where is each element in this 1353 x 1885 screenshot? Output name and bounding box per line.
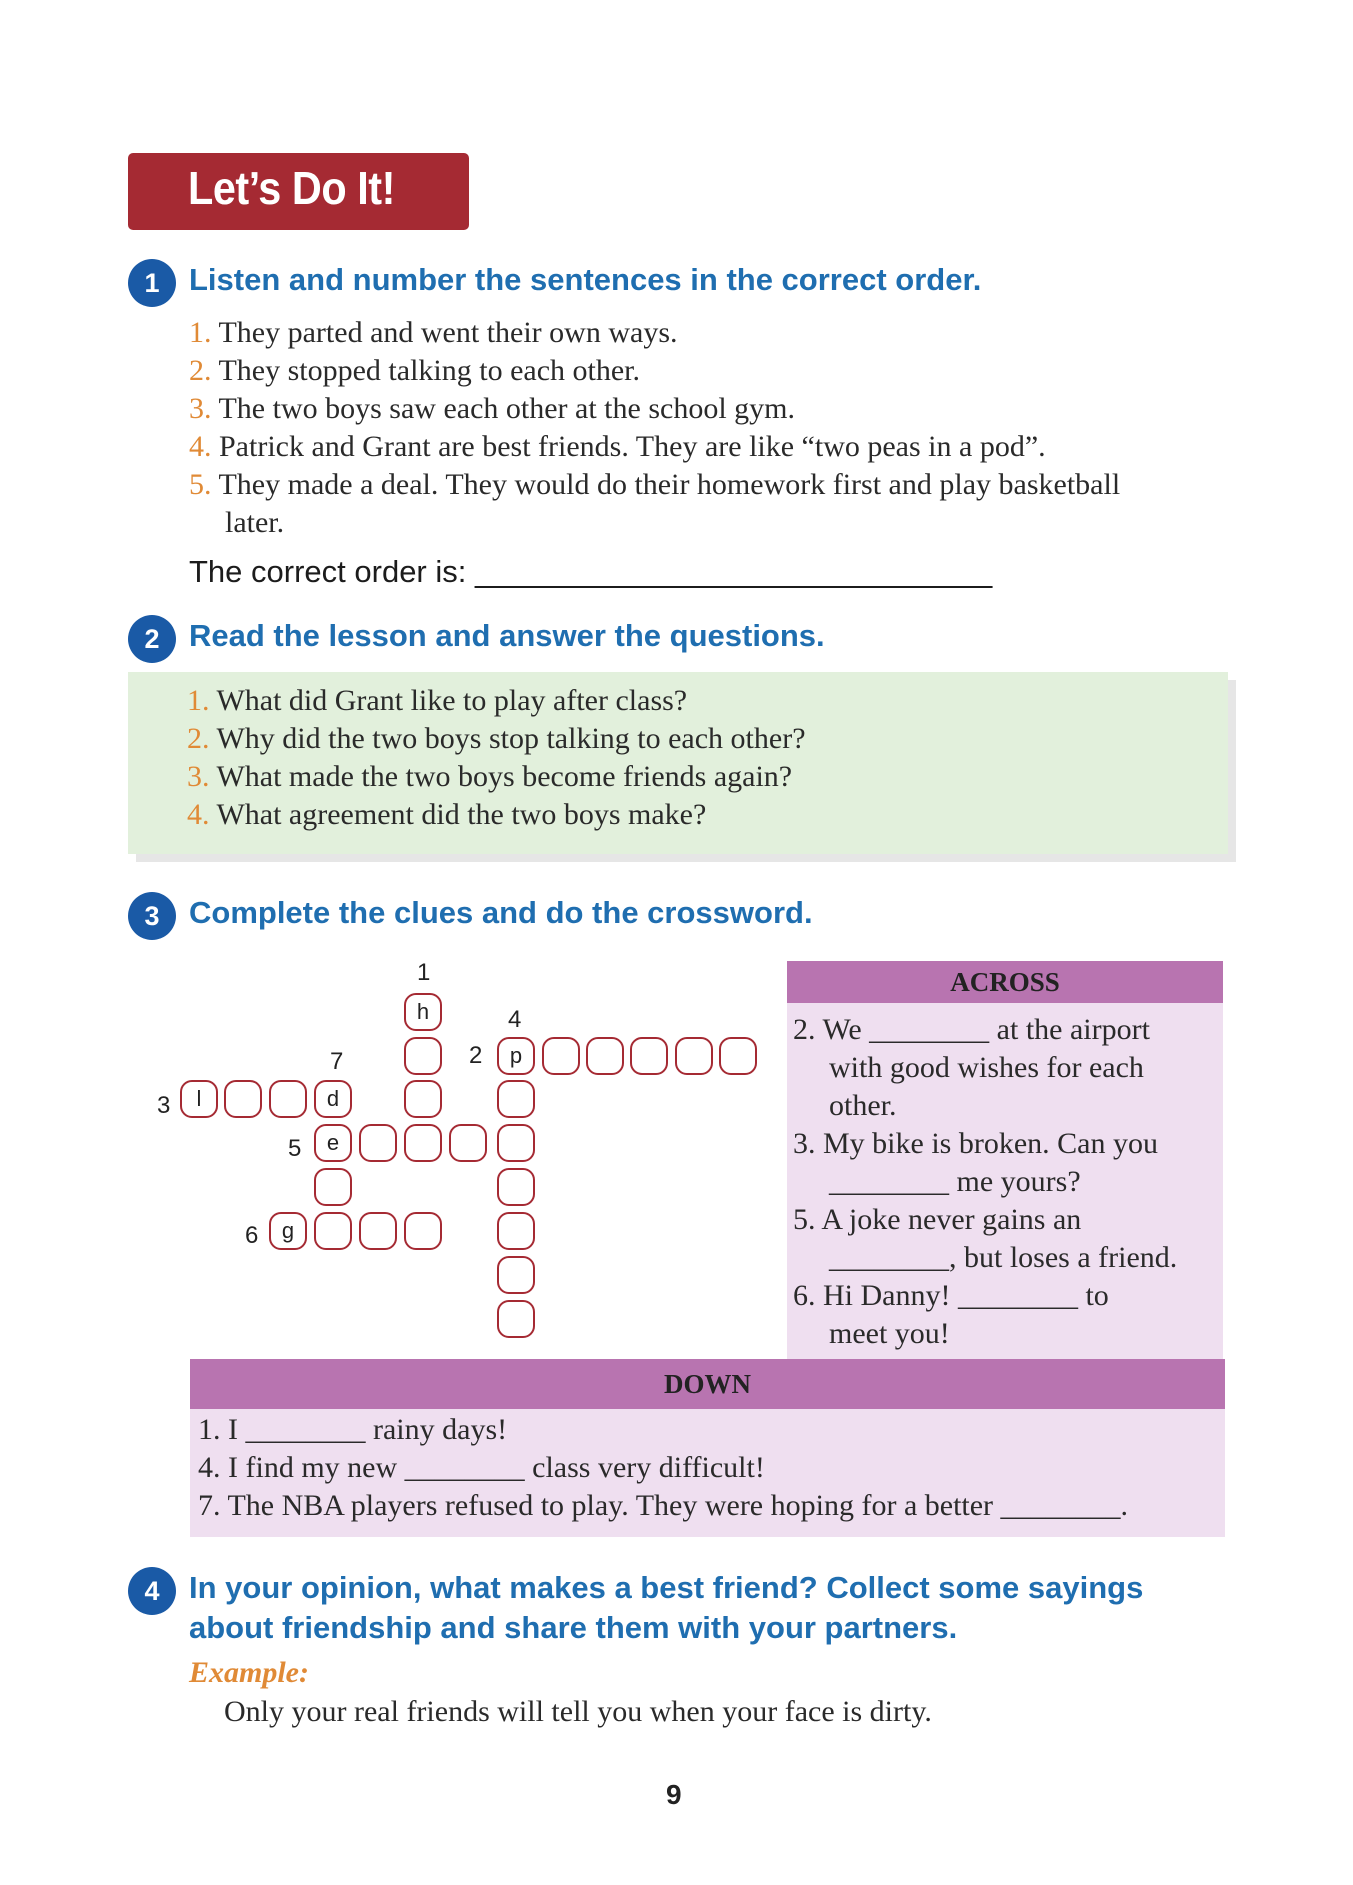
down-clues-box — [190, 1359, 1225, 1537]
crossword-cell[interactable] — [497, 1168, 535, 1206]
clue-number: 3 — [157, 1092, 171, 1119]
correct-order-answer-line[interactable]: The correct order is: ______________________________ — [189, 554, 993, 589]
crossword-cell[interactable] — [497, 1300, 535, 1338]
crossword-cell[interactable] — [449, 1124, 487, 1162]
crossword-cell[interactable]: h — [404, 993, 442, 1031]
section-2-badge: 2 — [128, 615, 176, 663]
item-text: They made a deal. They would do their homework first and play basketball — [218, 468, 1121, 501]
clue-line: ________, but loses a friend. — [829, 1241, 1178, 1274]
banner-title: Let’s Do It! — [188, 162, 395, 214]
clue-line: 4. I find my new ________ class very difficult! — [198, 1451, 765, 1484]
crossword-cell[interactable] — [719, 1037, 757, 1075]
item-text: What did Grant like to play after class? — [216, 684, 688, 717]
crossword-cell[interactable] — [404, 1212, 442, 1250]
clue-number: 1 — [417, 959, 431, 986]
crossword-cell[interactable] — [359, 1124, 397, 1162]
questions-box — [128, 672, 1228, 854]
crossword-cell[interactable] — [675, 1037, 713, 1075]
list-item — [187, 796, 1187, 834]
crossword-cell[interactable] — [630, 1037, 668, 1075]
crossword-cell[interactable] — [224, 1080, 262, 1118]
section-1-heading: Listen and number the sentences in the correct order. — [189, 262, 982, 297]
clue-line: other. — [829, 1089, 897, 1122]
crossword-cell[interactable] — [586, 1037, 624, 1075]
across-title: ACROSS — [787, 961, 1223, 1003]
example-label: Example: — [189, 1656, 309, 1689]
section-4-badge: 4 — [128, 1567, 176, 1615]
section-1-badge: 1 — [128, 259, 176, 307]
section-3-badge: 3 — [128, 892, 176, 940]
item-text: They parted and went their own ways. — [218, 316, 678, 349]
item-text: Patrick and Grant are best friends. They are like “two peas in a pod”. — [219, 430, 1046, 463]
clue-number: 5 — [288, 1135, 302, 1162]
item-number: 3. — [187, 760, 210, 793]
clue-number: 4 — [508, 1006, 522, 1033]
crossword-cell[interactable] — [542, 1037, 580, 1075]
crossword-cell[interactable] — [497, 1212, 535, 1250]
crossword-cell[interactable] — [497, 1124, 535, 1162]
crossword-cell[interactable] — [269, 1080, 307, 1118]
section-2-heading: Read the lesson and answer the questions. — [189, 618, 825, 653]
list-item — [187, 758, 1187, 796]
item-text: The two boys saw each other at the school gym. — [218, 392, 795, 425]
crossword-cell[interactable]: e — [314, 1124, 352, 1162]
section-1-list — [189, 314, 1239, 542]
crossword-cell[interactable] — [314, 1168, 352, 1206]
crossword-cell[interactable] — [404, 1037, 442, 1075]
list-item — [189, 352, 1239, 390]
item-text: Why did the two boys stop talking to each other? — [216, 722, 806, 755]
list-item — [189, 428, 1239, 466]
across-clues-box — [787, 961, 1223, 1359]
item-number: 1. — [189, 316, 212, 349]
down-clues — [198, 1411, 1218, 1525]
clue-line: meet you! — [829, 1317, 950, 1350]
clue-line: ________ me yours? — [829, 1165, 1081, 1198]
clue-line: 2. We ________ at the airport — [793, 1013, 1150, 1046]
item-text: They stopped talking to each other. — [218, 354, 641, 387]
item-text: What made the two boys become friends again? — [216, 760, 793, 793]
clue-number: 6 — [245, 1222, 259, 1249]
across-clues — [793, 1011, 1218, 1353]
crossword-cell[interactable] — [404, 1080, 442, 1118]
item-number: 5. — [189, 468, 212, 501]
item-number: 1. — [187, 684, 210, 717]
clue-line: 6. Hi Danny! ________ to — [793, 1279, 1109, 1312]
list-item — [189, 466, 1239, 504]
page-number: 9 — [666, 1779, 682, 1810]
list-item — [187, 720, 1187, 758]
item-number: 4. — [187, 798, 210, 831]
clue-number: 2 — [469, 1042, 483, 1069]
crossword-cell[interactable] — [359, 1212, 397, 1250]
item-number: 3. — [189, 392, 212, 425]
clue-line: 5. A joke never gains an — [793, 1203, 1082, 1236]
crossword-cell[interactable]: p — [497, 1037, 535, 1075]
section-4-heading-line-1: In your opinion, what makes a best friend? Collect some sayings — [189, 1570, 1144, 1605]
list-item-continuation: later. — [225, 506, 285, 539]
crossword-cell[interactable]: d — [314, 1080, 352, 1118]
clue-line: with good wishes for each — [829, 1051, 1144, 1084]
item-number: 2. — [187, 722, 210, 755]
clue-number: 7 — [330, 1048, 344, 1075]
section-3-heading: Complete the clues and do the crossword. — [189, 895, 813, 930]
item-number: 2. — [189, 354, 212, 387]
crossword-cell[interactable] — [314, 1212, 352, 1250]
item-text: What agreement did the two boys make? — [216, 798, 707, 831]
clue-line: 1. I ________ rainy days! — [198, 1413, 508, 1446]
clue-line: 7. The NBA players refused to play. They were hoping for a better ________. — [198, 1489, 1129, 1522]
section-2-list — [187, 682, 1187, 834]
section-banner — [128, 153, 469, 230]
crossword-cell[interactable] — [497, 1256, 535, 1294]
list-item — [187, 682, 1187, 720]
crossword-cell[interactable] — [404, 1124, 442, 1162]
crossword-cell[interactable]: g — [269, 1212, 307, 1250]
section-4-heading-line-2: about friendship and share them with your partners. — [189, 1610, 958, 1645]
crossword-cell[interactable] — [497, 1080, 535, 1118]
down-title: DOWN — [190, 1359, 1225, 1409]
list-item — [189, 390, 1239, 428]
clue-line: 3. My bike is broken. Can you — [793, 1127, 1158, 1160]
crossword-cell[interactable]: l — [180, 1080, 218, 1118]
list-item — [189, 314, 1239, 352]
item-number: 4. — [189, 430, 212, 463]
example-text: Only your real friends will tell you when your face is dirty. — [224, 1695, 932, 1728]
